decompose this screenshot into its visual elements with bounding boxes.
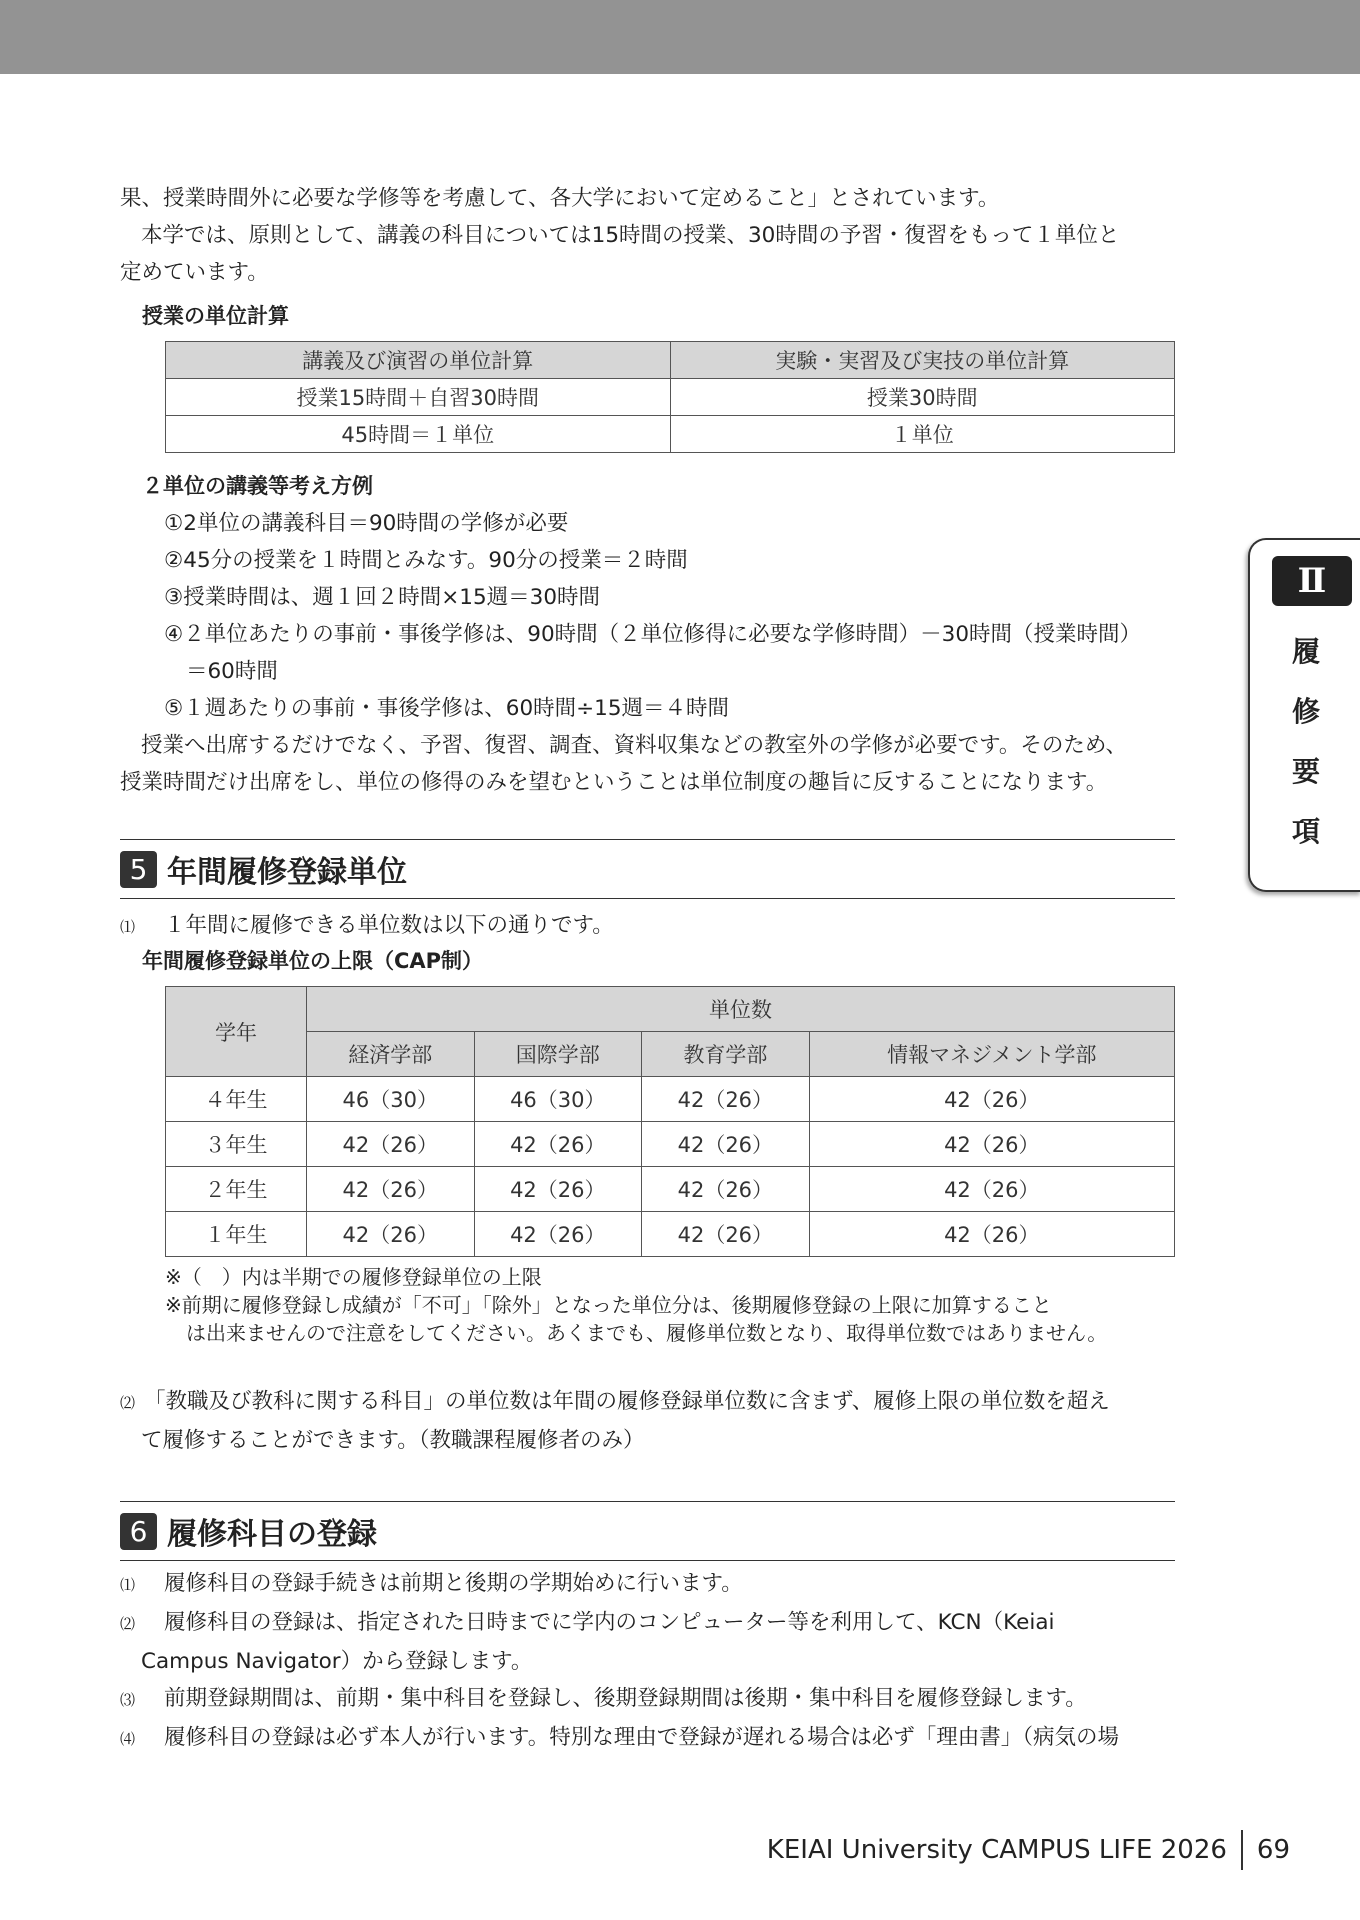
footer-divider — [1241, 1830, 1243, 1870]
chapter-label — [1272, 622, 1340, 862]
item-text: Campus Navigator）から登録します。 — [141, 1649, 533, 1674]
numbered-item — [120, 1604, 1175, 1643]
chapter-char: 修 — [1291, 695, 1320, 728]
numbered-item — [120, 907, 1175, 946]
grade-cell: ３年生 — [166, 1122, 307, 1167]
department-header: 教育学部 — [642, 1032, 810, 1077]
table-cell: 42（26） — [809, 1122, 1174, 1167]
grade-cell: １年生 — [166, 1212, 307, 1257]
department-header: 経済学部 — [307, 1032, 475, 1077]
item-text: 履修科目の登録手続きは前期と後期の学期始めに行います。 — [164, 1571, 743, 1596]
cap-heading: 年間履修登録単位の上限（CAP制） — [142, 949, 484, 973]
item-text: 前期登録期間は、前期・集中科目を登録し、後期登録期間は後期・集中科目を履修登録します。 — [164, 1686, 1087, 1711]
example-heading: ２単位の講義等考え方例 — [142, 474, 373, 498]
top-header-bar — [0, 0, 1360, 74]
numbered-item — [120, 1719, 1175, 1758]
table-row — [166, 1122, 1175, 1167]
section-5-title — [120, 840, 1175, 899]
table-cell: 42（26） — [809, 1212, 1174, 1257]
section-number-badge: 6 — [120, 1513, 157, 1550]
publication-title: KEIAI University CAMPUS LIFE 2026 — [766, 1835, 1227, 1865]
page-content — [120, 180, 1175, 1758]
table-cell: 授業30時間 — [670, 379, 1175, 416]
units-header: 単位数 — [307, 987, 1175, 1032]
table-cell: 42（26） — [307, 1122, 475, 1167]
unit-calc-heading: 授業の単位計算 — [142, 304, 289, 328]
item-number: ⑵ — [120, 1615, 136, 1633]
example-item: ⑤１週あたりの事前・事後学修は、60時間÷15週＝４時間 — [164, 696, 730, 721]
table-cell: １単位 — [670, 416, 1175, 453]
table-cell: 42（26） — [809, 1077, 1174, 1122]
item-number: ⑵ — [120, 1394, 136, 1412]
item-text: 履修科目の登録は、指定された日時までに学内のコンピューター等を利用して、KCN（Keiai — [164, 1610, 1055, 1635]
table-row — [166, 1212, 1175, 1257]
example-item: ④２単位あたりの事前・事後学修は、90時間（２単位修得に必要な学修時間）－30時間（授業時間） — [164, 622, 1141, 647]
item-text: て履修することができます。（教職課程履修者のみ） — [141, 1428, 645, 1453]
table-cell: 46（30） — [307, 1077, 475, 1122]
unit-calc-table — [165, 341, 1175, 453]
table-header: 講義及び演習の単位計算 — [166, 342, 671, 379]
table-header: 実験・実習及び実技の単位計算 — [670, 342, 1175, 379]
cap-table — [165, 986, 1175, 1257]
page-footer — [767, 1830, 1290, 1870]
table-cell: 42（26） — [642, 1077, 810, 1122]
grade-header: 学年 — [166, 987, 307, 1077]
example-item: ①2単位の講義科目＝90時間の学修が必要 — [164, 511, 569, 536]
item-text: 履修科目の登録は必ず本人が行います。特別な理由で登録が遅れる場合は必ず「理由書」（病気の場 — [164, 1725, 1120, 1750]
table-row — [166, 1167, 1175, 1212]
example-item: ②45分の授業を１時間とみなす。90分の授業＝２時間 — [164, 548, 688, 573]
chapter-char: 項 — [1291, 815, 1320, 848]
section-heading: 年間履修登録単位 — [167, 855, 407, 890]
table-cell: 42（26） — [307, 1212, 475, 1257]
numbered-item — [120, 1565, 1175, 1604]
table-cell: 42（26） — [474, 1122, 642, 1167]
item-text: 「教職及び教科に関する科目」の単位数は年間の履修登録単位数に含まず、履修上限の単位数を超え — [144, 1389, 1110, 1414]
table-cell: 授業15時間＋自習30時間 — [166, 379, 671, 416]
footnote: ※前期に履修登録し成績が「不可」「除外」となった単位分は、後期履修登録の上限に加算すること — [165, 1293, 1052, 1317]
chapter-char: 要 — [1291, 755, 1320, 788]
grade-cell: ２年生 — [166, 1167, 307, 1212]
intro-line: 本学では、原則として、講義の科目については15時間の授業、30時間の予習・復習をもって１単位と — [141, 223, 1120, 248]
item-number: ⑴ — [120, 1576, 136, 1594]
item-number: ⑷ — [120, 1730, 136, 1748]
chapter-tab — [1248, 538, 1360, 892]
footnote: ※（ ）内は半期での履修登録単位の上限 — [165, 1265, 542, 1289]
department-header: 国際学部 — [474, 1032, 642, 1077]
table-cell: 42（26） — [642, 1122, 810, 1167]
numbered-item — [120, 1680, 1175, 1719]
table-cell: 42（26） — [474, 1212, 642, 1257]
department-header: 情報マネジメント学部 — [809, 1032, 1174, 1077]
grade-cell: ４年生 — [166, 1077, 307, 1122]
table-cell: 42（26） — [809, 1167, 1174, 1212]
closing-line: 授業へ出席するだけでなく、予習、復習、調査、資料収集などの教室外の学修が必要です。そのため、 — [141, 733, 1127, 758]
table-cell: 46（30） — [474, 1077, 642, 1122]
section-heading: 履修科目の登録 — [167, 1517, 377, 1552]
numbered-item — [120, 1383, 1175, 1422]
table-row — [166, 1077, 1175, 1122]
intro-line: 果、授業時間外に必要な学修等を考慮して、各大学において定めること」とされています。 — [120, 186, 1000, 211]
footnote: は出来ませんので注意をしてください。あくまでも、履修単位数となり、取得単位数ではありません。 — [186, 1321, 1108, 1345]
item-number: ⑴ — [120, 918, 136, 936]
chapter-char: 履 — [1291, 635, 1320, 668]
chapter-roman-numeral: Ⅱ — [1272, 556, 1352, 606]
table-cell: 45時間＝１単位 — [166, 416, 671, 453]
table-cell: 42（26） — [307, 1167, 475, 1212]
table-cell: 42（26） — [642, 1212, 810, 1257]
table-cell: 42（26） — [642, 1167, 810, 1212]
intro-line: 定めています。 — [120, 260, 269, 285]
page-number: 69 — [1256, 1835, 1290, 1865]
section-number-badge: 5 — [120, 851, 157, 888]
closing-line: 授業時間だけ出席をし、単位の修得のみを望むということは単位制度の趣旨に反することになります。 — [120, 770, 1108, 795]
section-6-title — [120, 1502, 1175, 1561]
example-item: ③授業時間は、週１回２時間×15週＝30時間 — [164, 585, 601, 610]
item-number: ⑶ — [120, 1691, 136, 1709]
table-row — [166, 379, 1175, 416]
table-row — [166, 416, 1175, 453]
item-text: １年間に履修できる単位数は以下の通りです。 — [164, 913, 614, 938]
table-cell: 42（26） — [474, 1167, 642, 1212]
example-item: ＝60時間 — [186, 659, 278, 684]
